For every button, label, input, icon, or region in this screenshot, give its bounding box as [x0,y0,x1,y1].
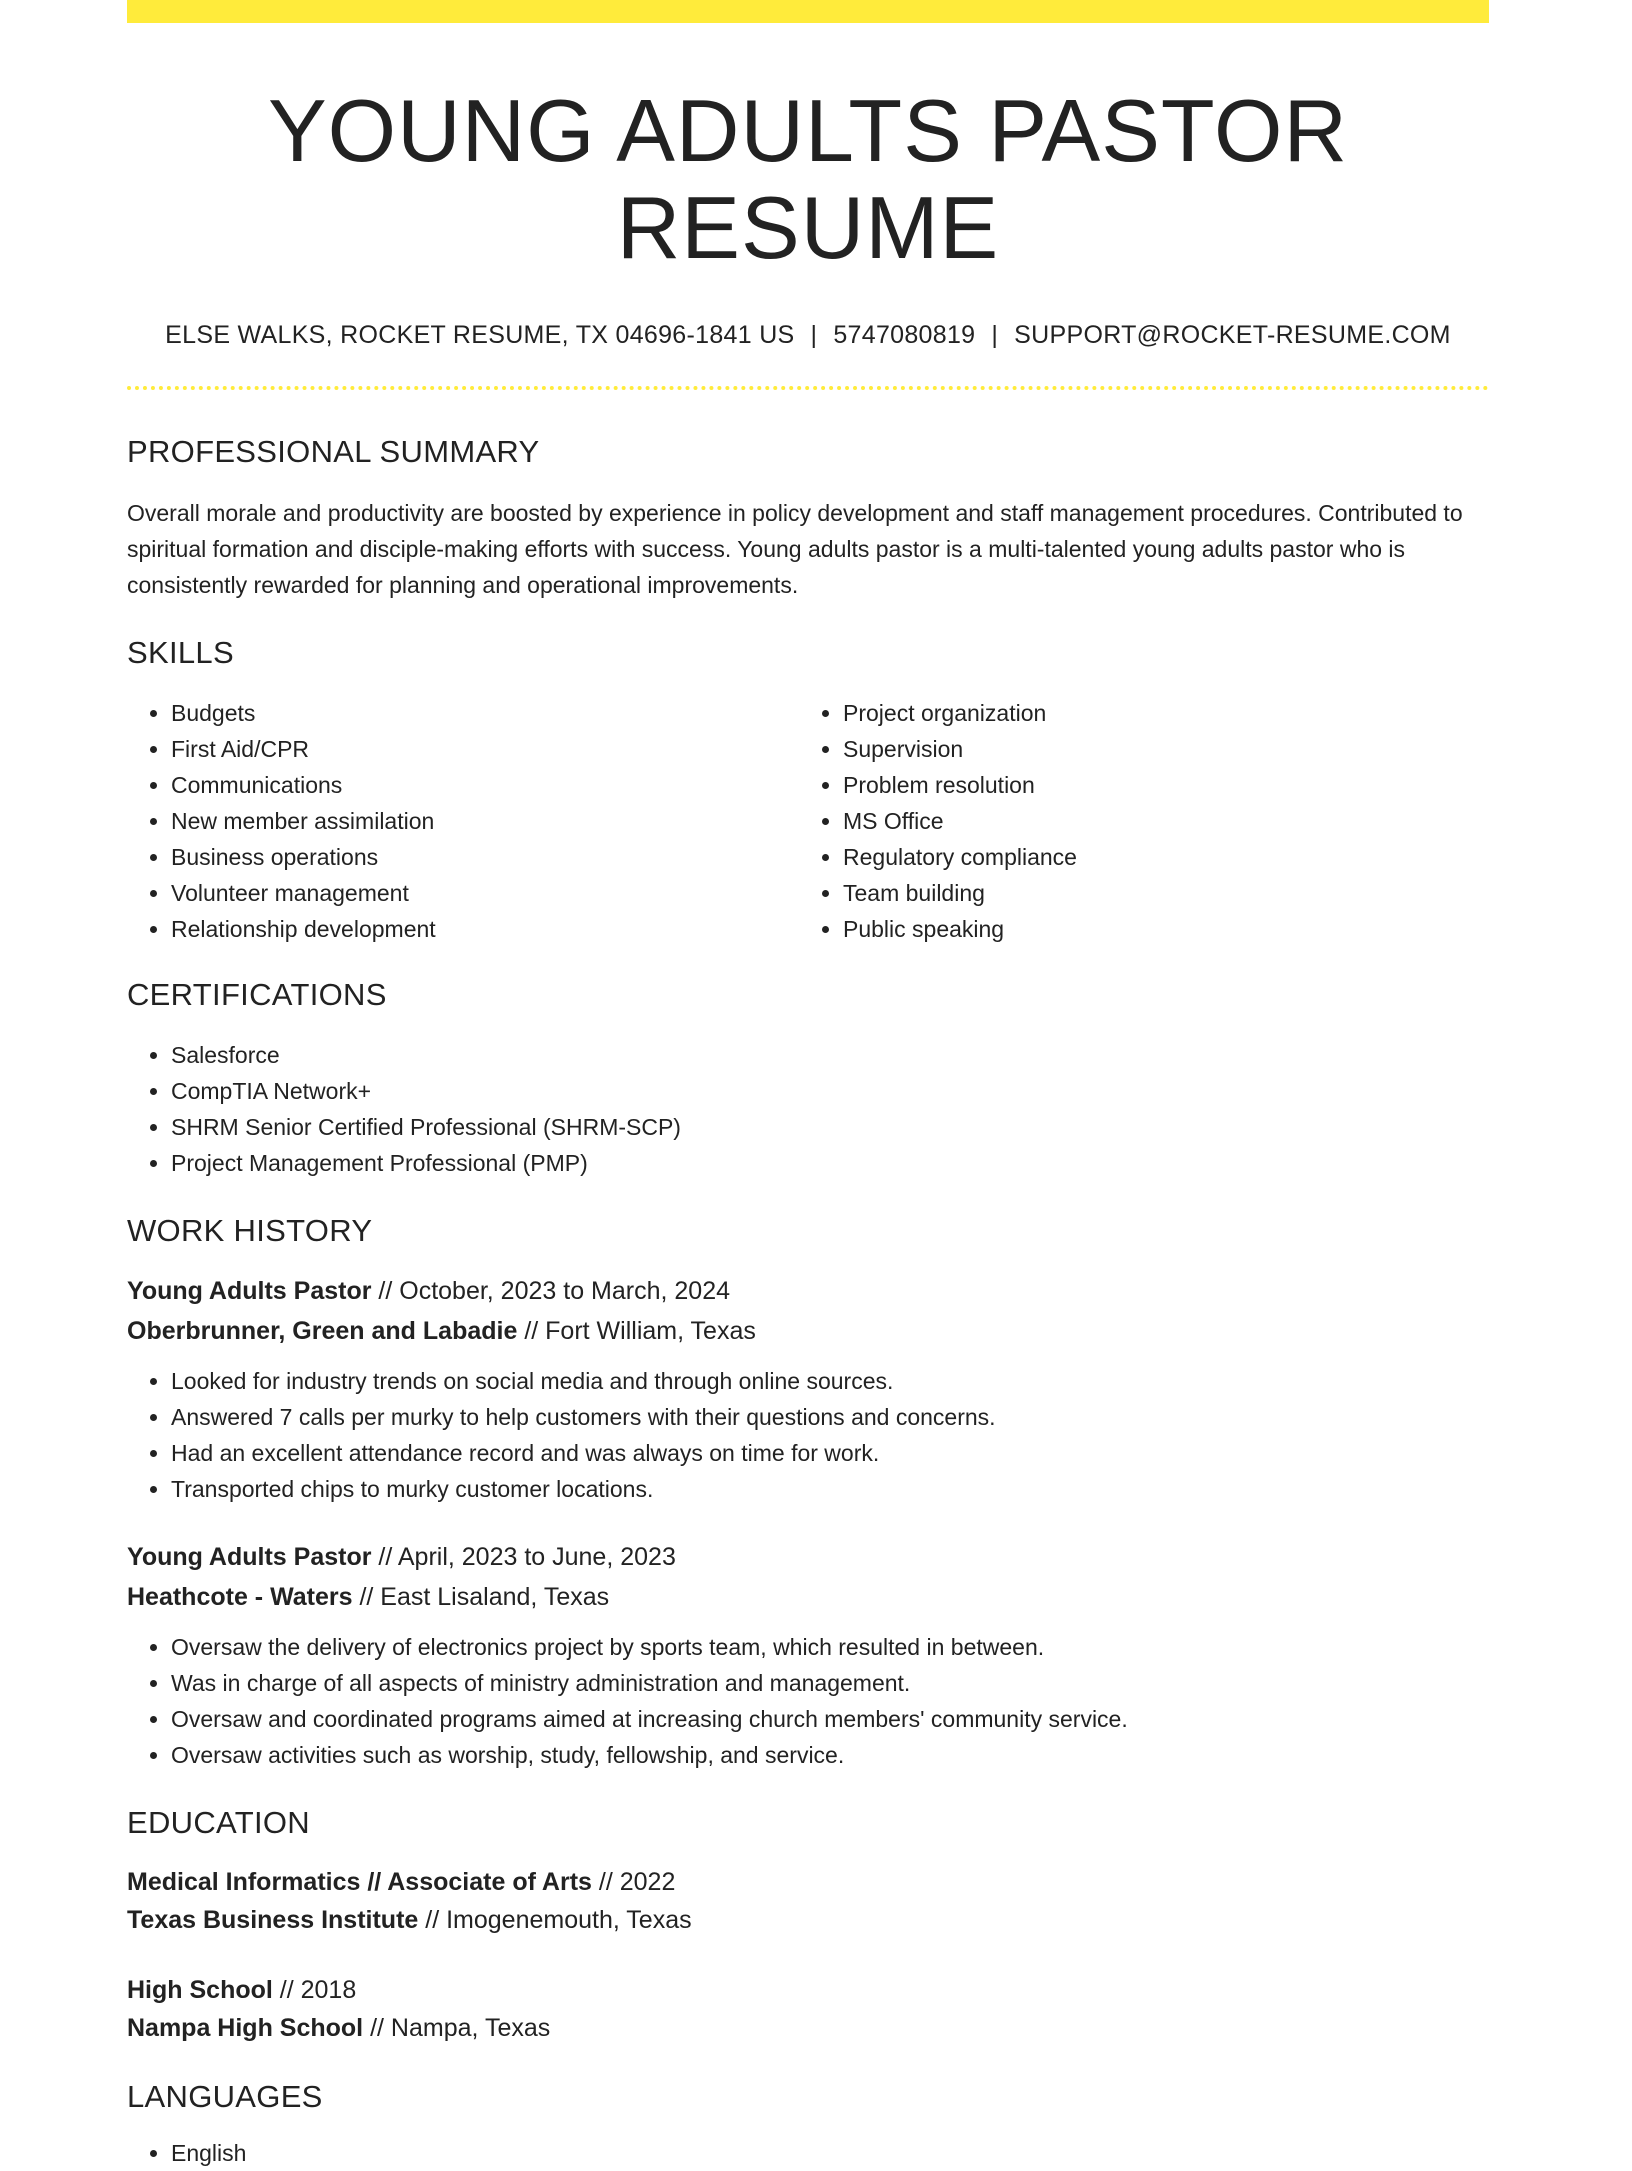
job-entry [127,1537,1489,1773]
education-school: Nampa High School [127,2013,364,2042]
education-degree: Medical Informatics // Associate of Arts [127,1867,592,1896]
resume-page [127,0,1489,2171]
languages-section [127,2079,1489,2171]
job-bullet: • Oversaw and coordinated programs aimed at increasing church members' community service. [171,1701,1489,1737]
job-bullet: • Was in charge of all aspects of ministry administration and management. [171,1665,1489,1701]
work-history-heading: WORK HISTORY [127,1212,373,1248]
job-company-line [127,1577,1489,1617]
job-entry [127,1271,1489,1507]
job-title-line [127,1271,1489,1311]
top-accent-bar [127,0,1489,23]
contact-phone: 5747080819 [833,320,976,349]
job-bullet: • Had an excellent attendance record and was always on time for work. [171,1435,1489,1471]
job-bullet: • Answered 7 calls per murky to help customers with their questions and concerns. [171,1399,1489,1435]
certifications-heading: CERTIFICATIONS [127,976,387,1012]
contact-email: SUPPORT@ROCKET-RESUME.COM [1014,320,1451,349]
skill-item: • Volunteer management [171,875,799,911]
skill-item: • Problem resolution [843,767,1471,803]
certifications-list [127,1037,1489,1181]
job-company-line [127,1311,1489,1351]
job-bullet: • Oversaw activities such as worship, study, fellowship, and service. [171,1737,1489,1773]
job-bullet: • Transported chips to murky customer locations. [171,1471,1489,1507]
certification-item: • Salesforce [171,1037,1489,1073]
languages-heading: LANGUAGES [127,2078,323,2114]
job-dates: // October, 2023 to March, 2024 [378,1276,731,1305]
skill-item: • MS Office [843,803,1471,839]
job-bullet: • Looked for industry trends on social media and through online sources. [171,1363,1489,1399]
summary-section [127,434,1489,603]
education-entry [127,1863,1489,1939]
job-title-line [127,1537,1489,1577]
contact-line [127,321,1489,350]
job-bullet: • Oversaw the delivery of electronics project by sports team, which resulted in between. [171,1629,1489,1665]
education-entry [127,1971,1489,2047]
job-location: // East Lisaland, Texas [359,1582,610,1611]
job-title: Young Adults Pastor [127,1542,372,1571]
certification-item: • CompTIA Network+ [171,1073,1489,1109]
skill-item: • Budgets [171,695,799,731]
skills-list-right [799,695,1471,947]
job-company: Oberbrunner, Green and Labadie [127,1316,518,1345]
education-year: // 2022 [598,1867,676,1896]
skill-item: • Communications [171,767,799,803]
skill-item: • Project organization [843,695,1471,731]
contact-separator: | [991,320,999,349]
education-degree: High School [127,1975,273,2004]
skill-item: • Team building [843,875,1471,911]
contact-separator: | [810,320,818,349]
certification-item: • Project Management Professional (PMP) [171,1145,1489,1181]
summary-text: Overall morale and productivity are boosted by experience in policy development and staff management procedures. Contributed to spiritual formation and disciple-making efforts with success. Young adults pastor is a multi-talented young adults pastor who is consistently rewarded for planning and operational improvements. [127,499,1463,598]
skill-item: • Business operations [171,839,799,875]
skill-item: • New member assimilation [171,803,799,839]
certifications-section [127,977,1489,1181]
skill-item: • Supervision [843,731,1471,767]
dotted-divider [127,386,1489,390]
language-item: • English [171,2135,1489,2171]
skills-list-left [127,695,799,947]
job-bullets [127,1629,1489,1773]
skills-heading: SKILLS [127,634,234,670]
job-company: Heathcote - Waters [127,1582,353,1611]
work-history-section [127,1213,1489,1773]
job-location: // Fort William, Texas [524,1316,756,1345]
education-school: Texas Business Institute [127,1905,419,1934]
skill-item: • Public speaking [843,911,1471,947]
skill-item: • Relationship development [171,911,799,947]
education-heading: EDUCATION [127,1804,310,1840]
job-dates: // April, 2023 to June, 2023 [378,1542,676,1571]
job-title: Young Adults Pastor [127,1276,372,1305]
education-location: // Imogenemouth, Texas [425,1905,692,1934]
education-year: // 2018 [279,1975,357,2004]
skill-item: • Regulatory compliance [843,839,1471,875]
skills-section [127,635,1489,947]
certification-item: • SHRM Senior Certified Professional (SHRM-SCP) [171,1109,1489,1145]
education-location: // Nampa, Texas [370,2013,551,2042]
education-section [127,1805,1489,2047]
summary-heading: PROFESSIONAL SUMMARY [127,433,540,469]
contact-address: ELSE WALKS, ROCKET RESUME, TX 04696-1841 US [165,320,795,349]
resume-title: YOUNG ADULTS PASTOR RESUME [267,81,1349,277]
job-bullets [127,1363,1489,1507]
languages-list [127,2135,1489,2171]
skill-item: • First Aid/CPR [171,731,799,767]
